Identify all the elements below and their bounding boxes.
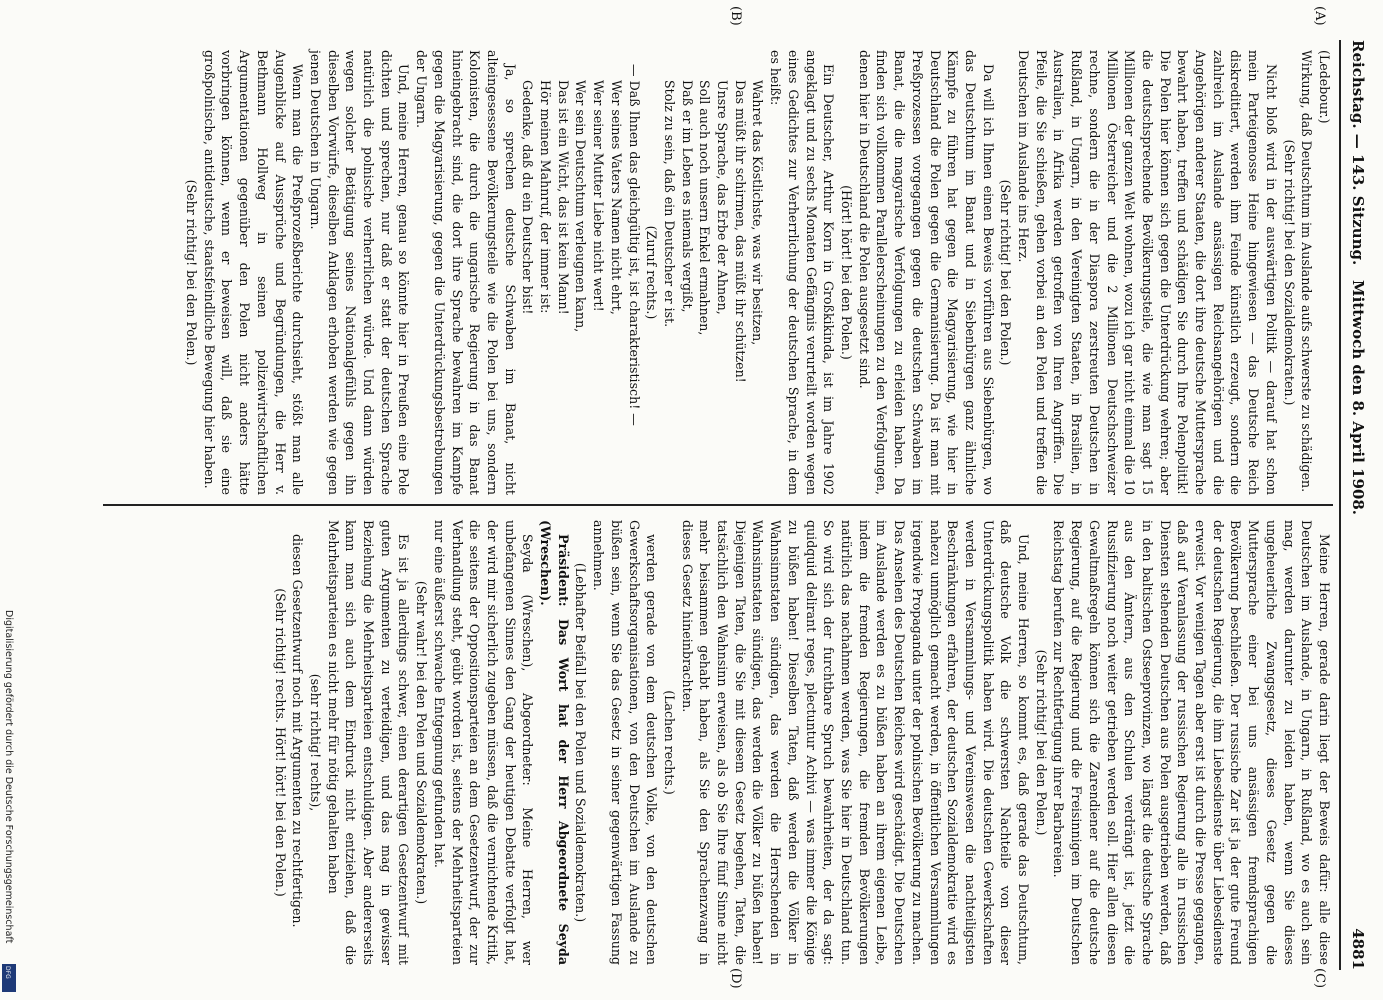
interjection: (sehr richtig! rechts), — [307, 673, 323, 812]
paragraph: Es ist ja allerdings schwer, einen derartigen Gesetzentwurf mit guten Argumenten zu verteidigen, und das mag in gewisser Beziehung die Mehrheitsparteien entschuldigen. Aber andererseits kann man sich auch dem Eindruck nicht entziehen, daß die Mehrheitsparteien es nicht mehr für nötig gehalten haben — [325, 520, 412, 965]
verse-line: Stolz zu sein, daß ein Deutscher er ist. — [661, 80, 677, 328]
page-header — [1343, 40, 1373, 970]
verse-line: Gedenke, daß du ein Deutscher bist! — [520, 80, 536, 315]
paragraph: Und, meine Herren, genau so könnte hier in Preußen eine Pole dichten und sprechen, nur daß er statt der deutschen Sprache natürlich die polnische verherrlichen würde. Und dann würden wegen solcher Betätigung seines Nationalgefühls gegen ihn dieselben Vorwürfe, dieselben Anklagen erhoben werden wie gegen jenen Deutschen in Ungarn. — [307, 50, 412, 495]
margin-marker-d: (D) — [728, 968, 743, 989]
paragraph: werden gerade von dem deutschen Volke, von den deutschen Gewerkschaftsorganisationen, von den Deutschen im Auslande zu büßen sein, wenn Sie das Gesetz in seiner gegenwärtigen Fassung annehmen. — [591, 520, 660, 965]
dfg-logo — [2, 964, 16, 992]
interjection: (Sehr richtig! bei den Polen.) — [184, 179, 199, 366]
header-date: Mittwoch den 8. April 1908. — [1349, 280, 1367, 515]
verse-line: Unsre Sprache, das Erbe der Ahnen, — [715, 80, 731, 315]
interjection: (Sehr wahr! bei den Polen und Sozialdemokraten.) — [414, 580, 430, 905]
verse-line: Das ist ein Wicht, das ist kein Mann! — [555, 80, 571, 315]
paragraph: diesen Gesetzentwurf noch mit Argumenten zu rechtfertigen. — [290, 534, 306, 928]
interjection: (Sehr richtig! bei den Sozialdemokraten.) — [1281, 139, 1297, 406]
paragraph: Und, meine Herren, so kommt es, daß gerade das Deutschtum, daß deutsche Volk die schwersten Nachteile von dieser Unterdrückungspolitik haben wird. Die deutschen Gewerkschaften werden in Versammlungs- und Vereinswesen die nachteiligsten Beschränkungen erfahren, der deutschen Sozialdemokratie wird es nahezu unmöglich gemacht werden, in öffentlichen Versammlungen irgendwie Propaganda unter der polnischen Bevölkerung zu machen. Das Ansehen des Deutschen Reiches wird geschädigt. Die Deutschen im Auslande werden es zu büßen haben an ihrem eigenen Leibe, indem die fremden Regierungen, die fremden Bevölkerungen natürlich das nachahmen werden, was Sie hier in Deutschland tun. So wird sich der furchtbare Spruch bewahrheiten, der da sagt: quidquid delirant reges, plectuntur Achivi — was immer die Könige zu büßen haben! Dieselben Taten, daß werden die Völker in Wahnsinnstaten sündigen, das werden die Herrschenden in Wahnsinnstaten sündigen, das werden die Völker zu büßen haben! Diejenigen Taten, die Sie mit diesem Gesetz begehen, Taten, die tatsächlich den Wahnsinn erweisen, als ob Sie Ihre fünf Sinne nicht mehr beisammen gehabt haben, als Sie den Sprachenzwang in dieses Gesetz hineinbrachten. — [679, 520, 1032, 965]
paragraph: Wirkung, daß Deutschtum im Auslande aufs schwerste zu schädigen. — [1299, 50, 1315, 493]
interjection: (Lebhafter Beifall bei den Polen und Sozialdemokraten.) — [573, 562, 589, 923]
digitization-credit — [0, 610, 20, 1000]
verse-line: Hör meinen Mahnruf, der immer ist: — [538, 80, 554, 314]
interjection: (Sehr richtig! rechts. Hört! hört! bei den Polen.) — [272, 588, 288, 897]
verse-line: Wer sein Deutschtum verleugnen kann, — [573, 80, 589, 333]
page-number: 4881 — [1349, 928, 1367, 970]
margin-marker-a: (A) — [1312, 6, 1327, 26]
verse-line: Das müßt ihr schirmen, das müßt ihr schützen! — [732, 80, 748, 383]
credit-text: Digitalisierung gefördert durch die Deutsche Forschungsgemeinschaft — [3, 610, 14, 944]
president-statement: Präsident: Das Wort hat der Herr Abgeordnete Seyda (Wreschen). — [538, 520, 571, 965]
interjection: (Zuruf rechts.) — [644, 225, 660, 320]
paragraph: Nicht bloß wird in der auswärtigen Politik — darauf hat schon mein Parteigenosse Heine hingewiesen — das Deutsche Reich diskreditiert, werden ihm Feinde künstlich erzeugt, sondern die zahlreich im Auslande ansässigen Reichsangehörigen und die Angehörigen anderer Staaten, die dort ihre deutsche Muttersprache bewahrt haben, treffen und schädigen Sie durch Ihre Polenpolitik! Die Polen hier können sich gegen die Unterdrückung wehren; aber die deutschsprechende Bevölkerungsteile, die wie man sagt 15 Millionen der ganzen Welt wohnen, wozu ich gar nicht einmal die 10 Millionen Österreicher und die 2 Millionen Deutschschweizer rechne, sondern die in der Diaspora zerstreuten Deutschen in Rußland, in Ungarn, in den Vereinigten Staaten, in Brasilien, in Australien, in Afrika werden getroffen von Ihren Angriffen. Die Pfeile, die Sie schießen, gehen vorbei an den Polen und treffen die Deutschen im Auslande ins Herz. — [1016, 50, 1279, 495]
header-session: Reichstag. — 143. Sitzung. — [1349, 40, 1367, 266]
paragraph: Wenn man die Preßprozeßberichte durchsieht, stößt man alle Augenblicke auf Aussprüche und Begründungen, die Herr v. Bethmann Hollweg in seinen polizeiwirtschaftlichen Argumentationen gegenüber den Polen nicht anders hätte vorbringen können, wenn er beweisen will, daß sie eine großpolnische, antideutsche, staatsfeindliche Bewegung hier haben. — [201, 50, 306, 495]
margin-marker-c: (C) — [1312, 968, 1327, 989]
interjection: (Sehr richtig! bei den Polen.) — [1033, 649, 1049, 836]
right-column — [271, 520, 1333, 965]
paragraph: Seyda (Wreschen), Abgeordneter: Meine Herren, wer unbefangenen Sinnes den Gang der heutigen Debatte verfolgt hat, der wird mir sicherlich zugeben müssen, daß die vernichtende Kritik, die seitens der Oppositionsparteien an dem Gesetzentwurf, der zur Verhandlung steht, geübt worden ist, seitens der Mehrheitsparteien nur eine äußerst schwache Entgegnung gefunden hat. — [431, 520, 536, 965]
column-divider — [103, 504, 1333, 506]
left-column — [182, 50, 1333, 495]
interjection: (Sehr richtig! bei den Polen.) — [998, 179, 1014, 366]
paragraph: Da will ich Ihnen einen Beweis vorführen aus Siebenbürgen, wo das Deutschtum im Banat und in Siebenbürgen ganz ähnliche Kämpfe zu führen hat gegen die Magyarisierung, wie hier in Deutschland die Polen gegen die Germanisierung. Da ist man mit Preßprozessen vorgegangen gegen die deutschen Schwaben im Banat, die die magyarische Verfolgungen zu erleiden haben. Da finden sich vollkommen Parallelerscheinungen zu den Verfolgungen, denen hier in Deutschland die Polen ausgesetzt sind. — [856, 50, 996, 495]
verse-line: Soll auch noch unsern Enkel ermahnen, — [697, 80, 713, 336]
verse-line: Wer seiner Mutter Liebe nicht wert! — [591, 80, 607, 312]
paragraph: Ja, so sprechen deutsche Schwaben im Banat, nicht alteingesessene Bevölkerungsteile wie die Polen bei uns, sondern Kolonisten, die durch die ungarische Regierung in das Banat hineingebracht sind, die dort ihre Sprache bewahren im Kampfe gegen die Magyarisierung, gegen die Unterdrückungsbestrebungen der Ungarn. — [414, 50, 518, 495]
verse-line: Daß er im Leben es niemals vergißt, — [679, 80, 695, 313]
paragraph: Ein Deutscher, Arthur Korn in Großkikinda, ist im Jahre 1902 angeklagt und zu sechs Monaten Gefängnis verurteilt worden wegen eines Gedichtes zur Verherrlichung der deutschen Sprache, in dem es heißt: — [768, 50, 837, 495]
interjection: (Hört! hört! bei den Polen.) — [839, 185, 855, 360]
margin-marker-b: (B) — [728, 6, 743, 26]
paragraph: Meine Herren, gerade darin liegt der Beweis dafür: alle diese Deutschen im Auslande, in Ungarn, in Rußland, wo es auch sein mag, werden darunter zu leiden haben, wenn Sie dieses ungeheuerliche Zwangsgesetz, dieses Gesetz gegen die Muttersprache einer bei uns ansässigen fremdsprachigen Bevölkerung beschließen. Der russische Zar ist ja der gute Freund der deutschen Regierung, die ihm Liebesdienste über Liebesdienste erweist. Vor wenigen Tagen aber erst ist durch die Presse gegangen, daß auf Veranlassung der russischen Regierung alle in russischen Diensten stehenden Deutschen aus Polen ausgetrieben werden, daß in den baltischen Ostseeprovinzen, wo längst die deutsche Sprache aus den Ämtern, aus den Schulen verdrängt ist, jetzt die Russifizierung noch weiter getrieben werden soll. Hier allen diesen Gewaltmaßregeln können sich die Zarendiener auf die deutsche Regierung, auf die Regierung und die Freisinnigen im Deutschen Reichstag berufen zur Rechtfertigung ihrer Barbareien. — [1051, 520, 1332, 965]
verse-line: Wer seines Vaters Namen nicht ehrt, — [608, 80, 624, 315]
interjection: (Lachen rechts.) — [661, 690, 677, 795]
verse-line: Wahret das Köstlichste, was wir besitzen, — [750, 80, 766, 346]
paragraph: — Daß Ihnen das gleichgültig ist, ist charakteristisch! — — [626, 64, 642, 426]
paragraph: (Ledebour.) — [1317, 50, 1332, 124]
dfg-logo-text: DFG — [4, 966, 11, 979]
header-rule — [1339, 40, 1341, 970]
